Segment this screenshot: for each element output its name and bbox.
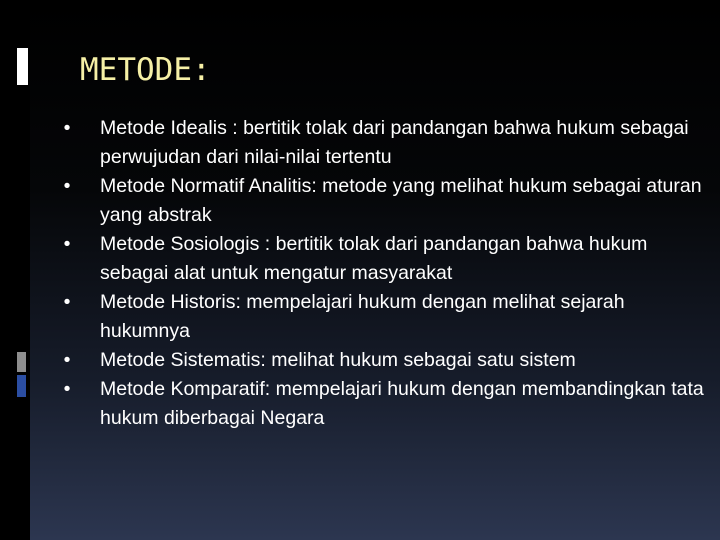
decorative-blue-block <box>17 375 26 397</box>
list-item-text: Metode Idealis : bertitik tolak dari pandangan bahwa hukum sebagai perwujudan dari nilai-nilai tertentu <box>100 117 689 168</box>
list-item <box>60 288 710 346</box>
bullet-icon: • <box>63 291 71 313</box>
list-item <box>60 172 710 230</box>
bullet-list <box>60 114 710 433</box>
decorative-gray-block <box>17 352 26 372</box>
list-item <box>60 230 710 288</box>
list-item-text: Metode Normatif Analitis: metode yang melihat hukum sebagai aturan yang abstrak <box>100 175 702 226</box>
list-item-text: Metode Sosiologis : bertitik tolak dari pandangan bahwa hukum sebagai alat untuk mengatur masyarakat <box>100 233 648 284</box>
bullet-icon: • <box>63 349 71 371</box>
list-item-text: Metode Komparatif: mempelajari hukum dengan membandingkan tata hukum diberbagai Negara <box>100 378 704 429</box>
slide-title: METODE: <box>80 52 211 88</box>
list-item-text: Metode Historis: mempelajari hukum dengan melihat sejarah hukumnya <box>100 291 625 342</box>
bullet-icon: • <box>63 233 71 255</box>
bullet-icon: • <box>63 117 71 139</box>
list-item <box>60 114 710 172</box>
title-accent-bar <box>17 48 28 85</box>
bullet-icon: • <box>63 175 71 197</box>
list-item <box>60 346 710 375</box>
bullet-icon: • <box>63 378 71 400</box>
list-item-text: Metode Sistematis: melihat hukum sebagai satu sistem <box>100 349 576 371</box>
list-item <box>60 375 710 433</box>
